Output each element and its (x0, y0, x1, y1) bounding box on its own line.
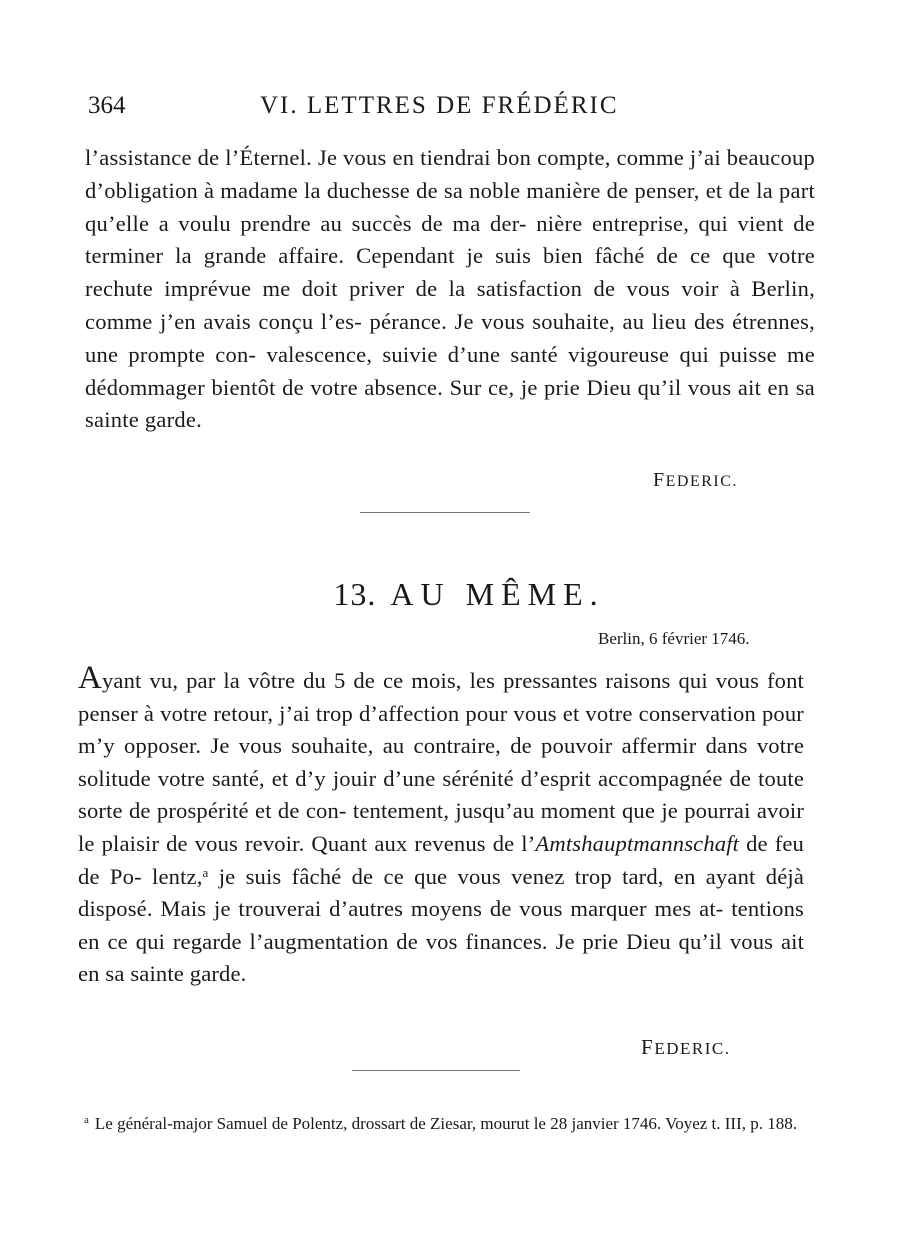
footnote-text (76, 1112, 804, 1136)
text-line: tentions en ce qui regarde l’augmentation de vos finances. Je prie (78, 896, 804, 954)
text-line: pérance. Je vous souhaite, au lieu des étrennes, une prompte con- (85, 308, 815, 367)
text-line: tentement, jusqu’au moment que je pourrai avoir le plaisir de vous (78, 798, 804, 856)
footnote (76, 1112, 804, 1136)
text-line: conservation pour m’y opposer. Je vous souhaite, au contraire, de (78, 700, 804, 759)
signature-rest: EDERIC. (654, 1039, 731, 1058)
text-line: bientôt de votre absence. Sur ce, je prie Dieu qu’il vous ait en sa (211, 374, 815, 400)
text-line: l’assistance de l’Éternel. Je vous en tiendrai bon compte, comme j’ai (85, 145, 721, 170)
running-head (88, 92, 808, 128)
running-title: VI. LETTRES DE FRÉDÉRIC (260, 92, 619, 119)
letter-12-body (85, 142, 815, 437)
page-number: 364 (88, 92, 126, 119)
letter-number: 13. (333, 576, 377, 612)
text-fragment: de feu de Po- (78, 830, 804, 889)
text-line: je suis bien fâché de ce que votre rechute imprévue me doit priver (85, 243, 816, 302)
letter-addressee: AU MÊME. (390, 576, 605, 612)
text-fragment: revoir. Quant aux revenus de l’ (245, 830, 536, 856)
text-line: penser, et de la part qu’elle a voulu prendre au succès de ma der- (85, 177, 815, 236)
text-line: sérénité d’esprit accompagnée de toute sorte de prospérité et de con- (78, 765, 804, 824)
drop-cap: A (78, 660, 102, 696)
text-fragment: lentz, (152, 863, 203, 889)
text-line: beaucoup d’obligation à madame la duchesse de sa noble manière de (85, 145, 815, 203)
text-line: font penser à votre retour, j’ai trop d’affection pour vous et votre (78, 668, 804, 726)
text-line: nière entreprise, qui vient de terminer la grande affaire. Cependant (85, 210, 816, 269)
italic-term: Amtshauptmannschaft (535, 830, 740, 856)
text-line: yant vu, par la vôtre du 5 de ce mois, les pressantes raisons qui vous (101, 668, 760, 693)
letter-dateline: Berlin, 6 février 1746. (598, 629, 750, 648)
footnote-marker: a (84, 1114, 89, 1126)
letter-12-signature (653, 469, 738, 492)
letter-13-body (78, 660, 804, 991)
letter-12-continuation (85, 142, 815, 437)
text-line: valescence, suivie d’une santé vigoureuse qui puisse me dédommager (85, 341, 816, 400)
section-divider (360, 512, 530, 513)
letter-13 (78, 660, 804, 991)
text-line: Dieu qu’il vous ait en sa sainte garde. (78, 928, 804, 987)
letter-13-heading (0, 576, 900, 613)
signature-initial: F (653, 469, 666, 491)
letter-13-signature (641, 1035, 730, 1060)
text-line: pouvoir affermir dans votre solitude votre santé, et d’y jouir d’une (78, 733, 804, 791)
footnote-line: Le général-major Samuel de Polentz, drossart de Ziesar, mourut le 28 janvier 1746. (94, 1114, 662, 1133)
text-line: sainte garde. (85, 407, 202, 433)
footnote-divider (352, 1070, 520, 1071)
text-line: de la satisfaction de vous voir à Berlin, comme j’en avais conçu l’es- (85, 276, 816, 334)
signature-initial: F (641, 1035, 655, 1059)
text-line: disposé. Mais je trouverai d’autres moyens de vous marquer mes at- (78, 896, 724, 922)
footnote-ref[interactable]: a (202, 864, 209, 880)
text-fragment: je suis fâché de ce que vous venez trop tard, en ayant déjà (208, 863, 804, 889)
footnote-line: Voyez t. III, p. 188. (665, 1114, 798, 1133)
signature-rest: EDERIC. (665, 473, 738, 490)
